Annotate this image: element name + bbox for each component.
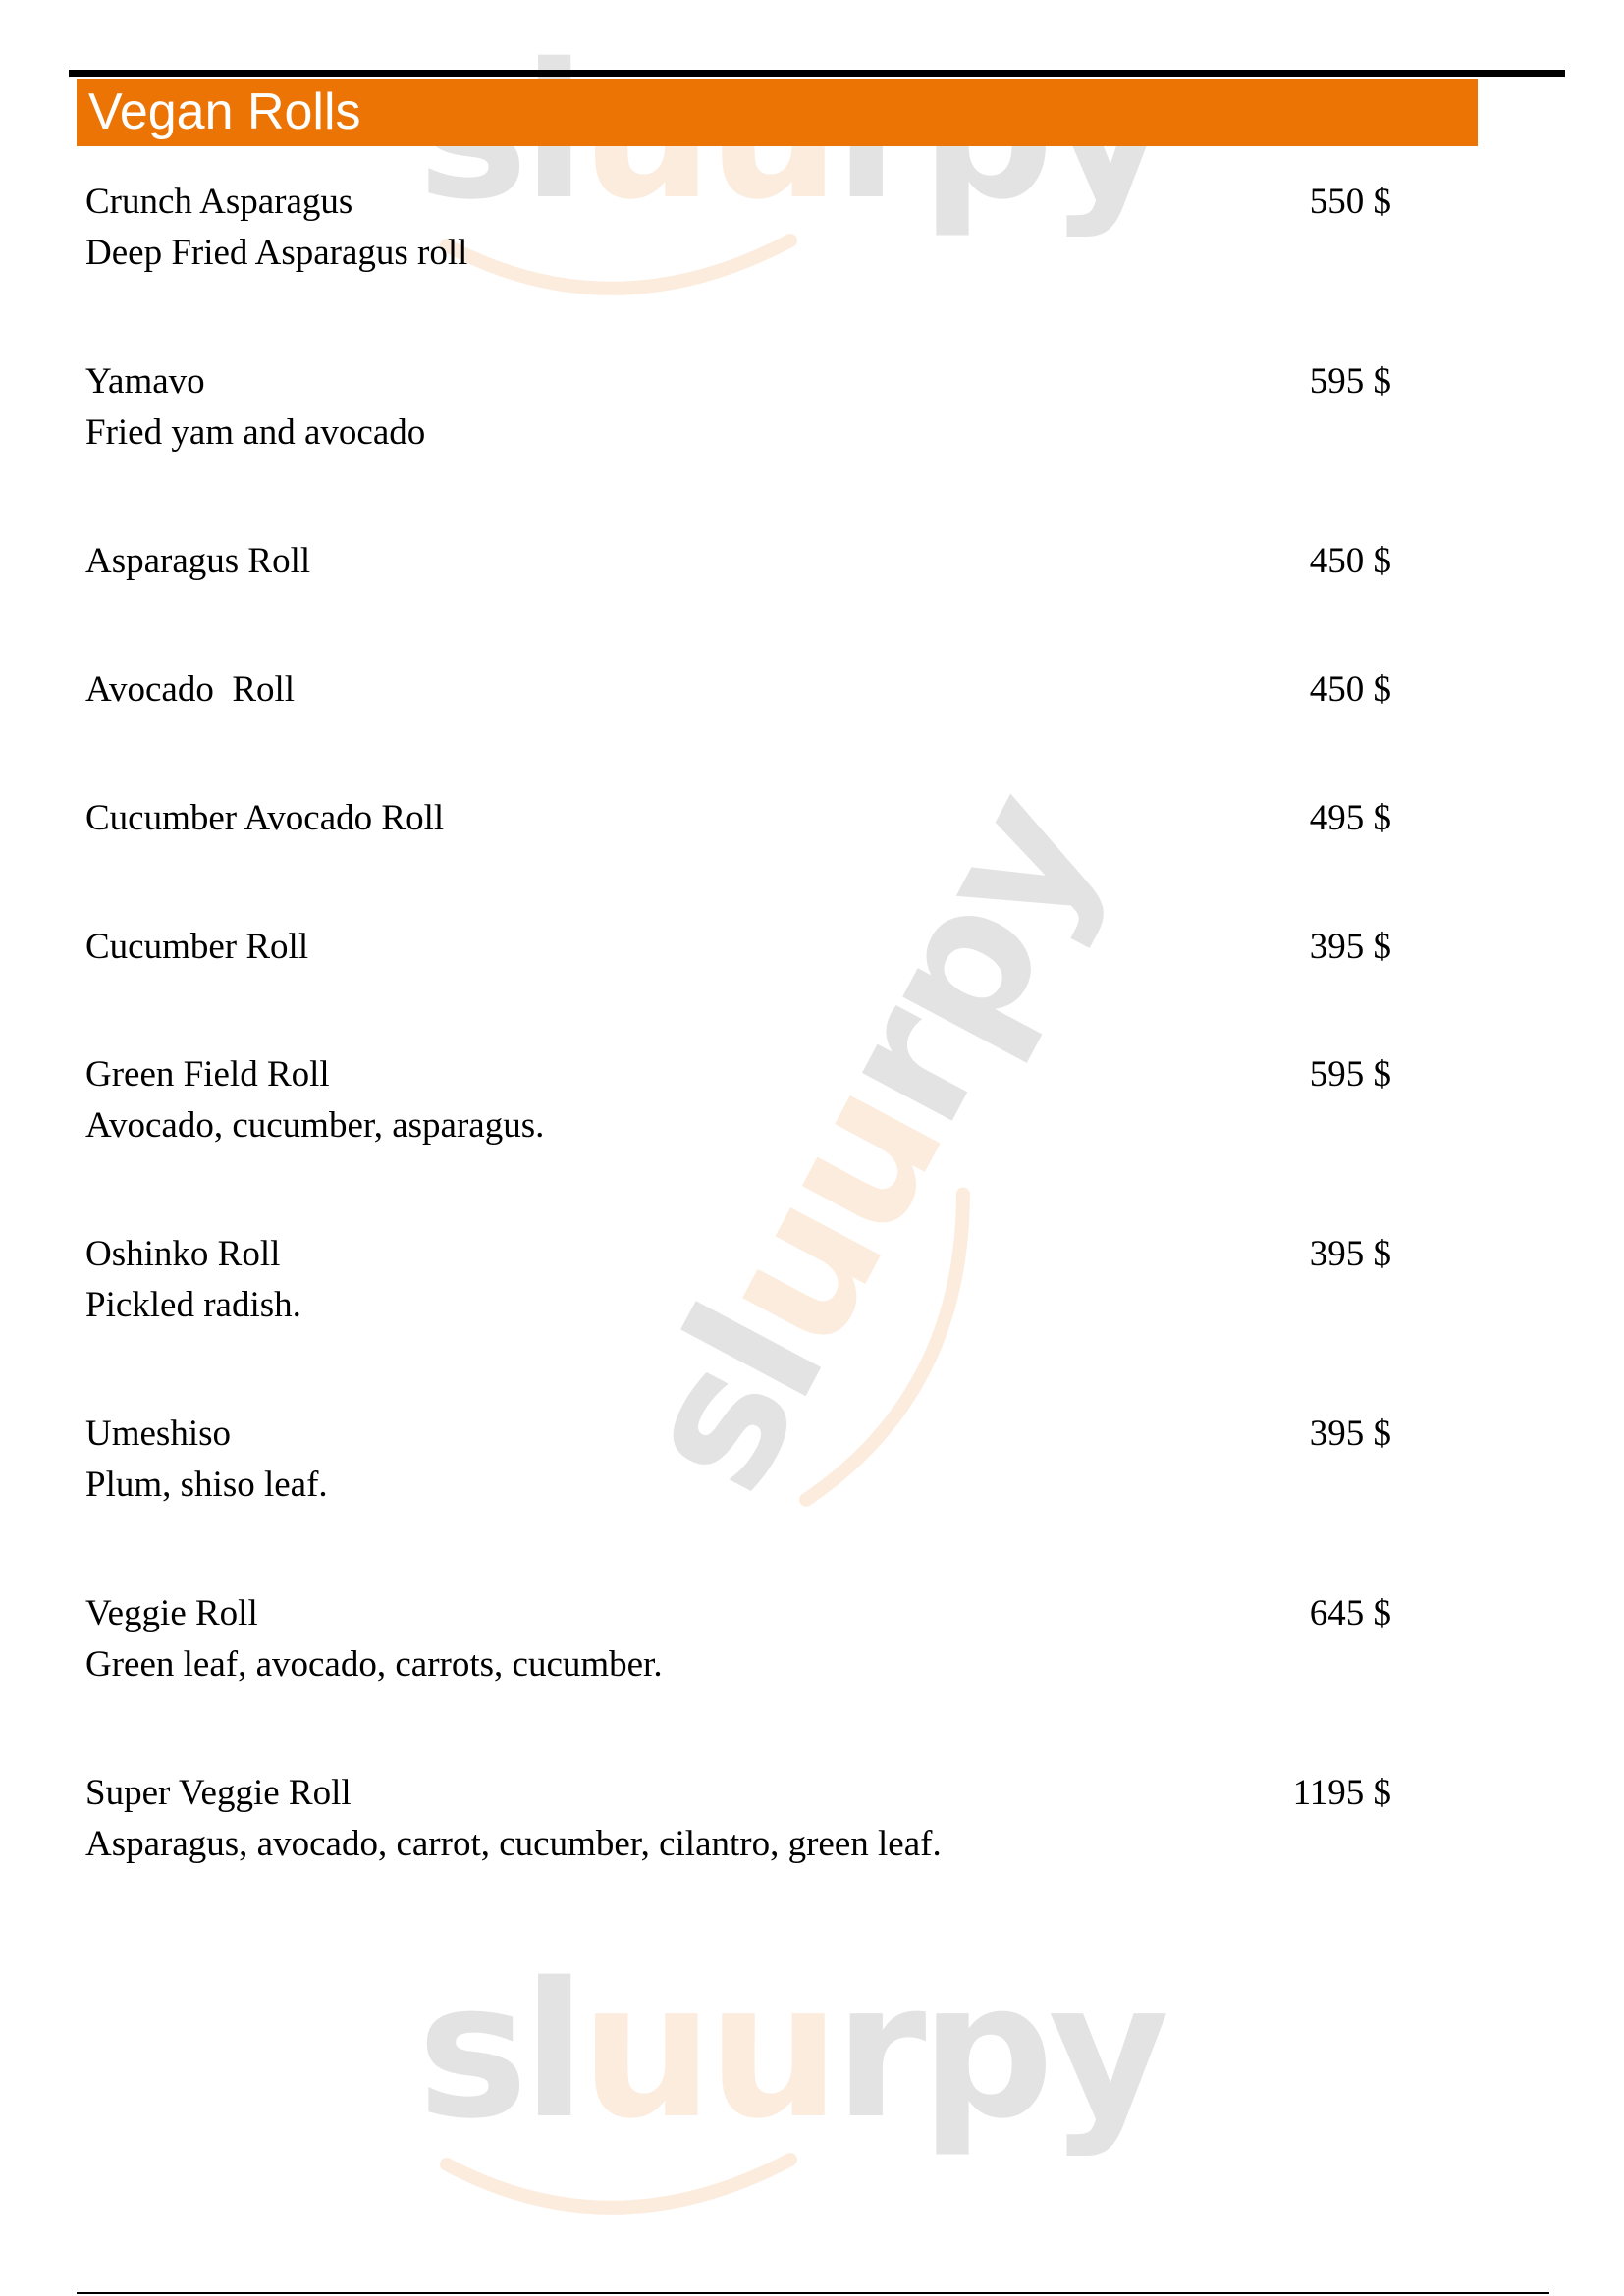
watermark-text-part: rpy [834, 1943, 1164, 2160]
slurpy-watermark-icon [417, 1943, 1164, 2238]
section-header [77, 79, 1478, 146]
item-name: Crunch Asparagus [85, 182, 353, 222]
item-name: Yamavo [85, 361, 205, 401]
item-description: Deep Fried Asparagus roll [85, 233, 468, 273]
item-description: Asparagus, avocado, carrot, cucumber, cilantro, green leaf. [85, 1824, 942, 1864]
item-price: 595 $ [1309, 361, 1391, 401]
item-price: 395 $ [1309, 1234, 1391, 1274]
item-name: Cucumber Avocado Roll [85, 798, 445, 838]
menu-item [85, 1229, 1391, 1331]
watermark-text-part: sl [596, 1277, 865, 1523]
menu-item [85, 1588, 1391, 1690]
watermark-text-accent: uu [673, 1053, 984, 1380]
item-price: 645 $ [1309, 1593, 1391, 1633]
item-price: 450 $ [1309, 669, 1391, 710]
menu-item [85, 1049, 1391, 1151]
item-price: 550 $ [1309, 182, 1391, 222]
item-name: Green Field Roll [85, 1054, 330, 1095]
menu-item [85, 922, 1391, 973]
item-price: 450 $ [1309, 541, 1391, 581]
item-description: Pickled radish. [85, 1285, 301, 1325]
item-name: Cucumber Roll [85, 927, 309, 967]
item-price: 495 $ [1309, 798, 1391, 838]
watermark-swoosh-icon [417, 2145, 830, 2233]
item-price: 595 $ [1309, 1054, 1391, 1095]
bottom-divider [77, 2292, 1549, 2294]
item-name: Super Veggie Roll [85, 1773, 352, 1813]
menu-item [85, 1409, 1391, 1511]
item-price: 395 $ [1309, 1414, 1391, 1454]
item-price: 395 $ [1309, 927, 1391, 967]
watermark-text-part: sl [417, 1943, 581, 2160]
item-name: Oshinko Roll [85, 1234, 281, 1274]
item-name: Avocado Roll [85, 669, 296, 710]
item-description: Plum, shiso leaf. [85, 1465, 328, 1505]
item-description: Green leaf, avocado, carrots, cucumber. [85, 1644, 663, 1684]
menu-item [85, 793, 1391, 844]
item-name: Umeshiso [85, 1414, 231, 1454]
item-name: Asparagus Roll [85, 541, 311, 581]
item-name: Veggie Roll [85, 1593, 258, 1633]
menu-item [85, 177, 1391, 279]
item-description: Fried yam and avocado [85, 412, 426, 453]
item-price: 1195 $ [1292, 1773, 1391, 1813]
menu-item [85, 356, 1391, 458]
menu-item [85, 1768, 1391, 1870]
top-divider [69, 70, 1565, 77]
section-title: Vegan Rolls [88, 83, 361, 140]
item-description: Avocado, cucumber, asparagus. [85, 1105, 545, 1146]
menu-item [85, 536, 1391, 587]
watermark-text-accent: uu [580, 1943, 835, 2160]
watermark-text-part: rpy [791, 762, 1139, 1155]
menu-item [85, 665, 1391, 716]
